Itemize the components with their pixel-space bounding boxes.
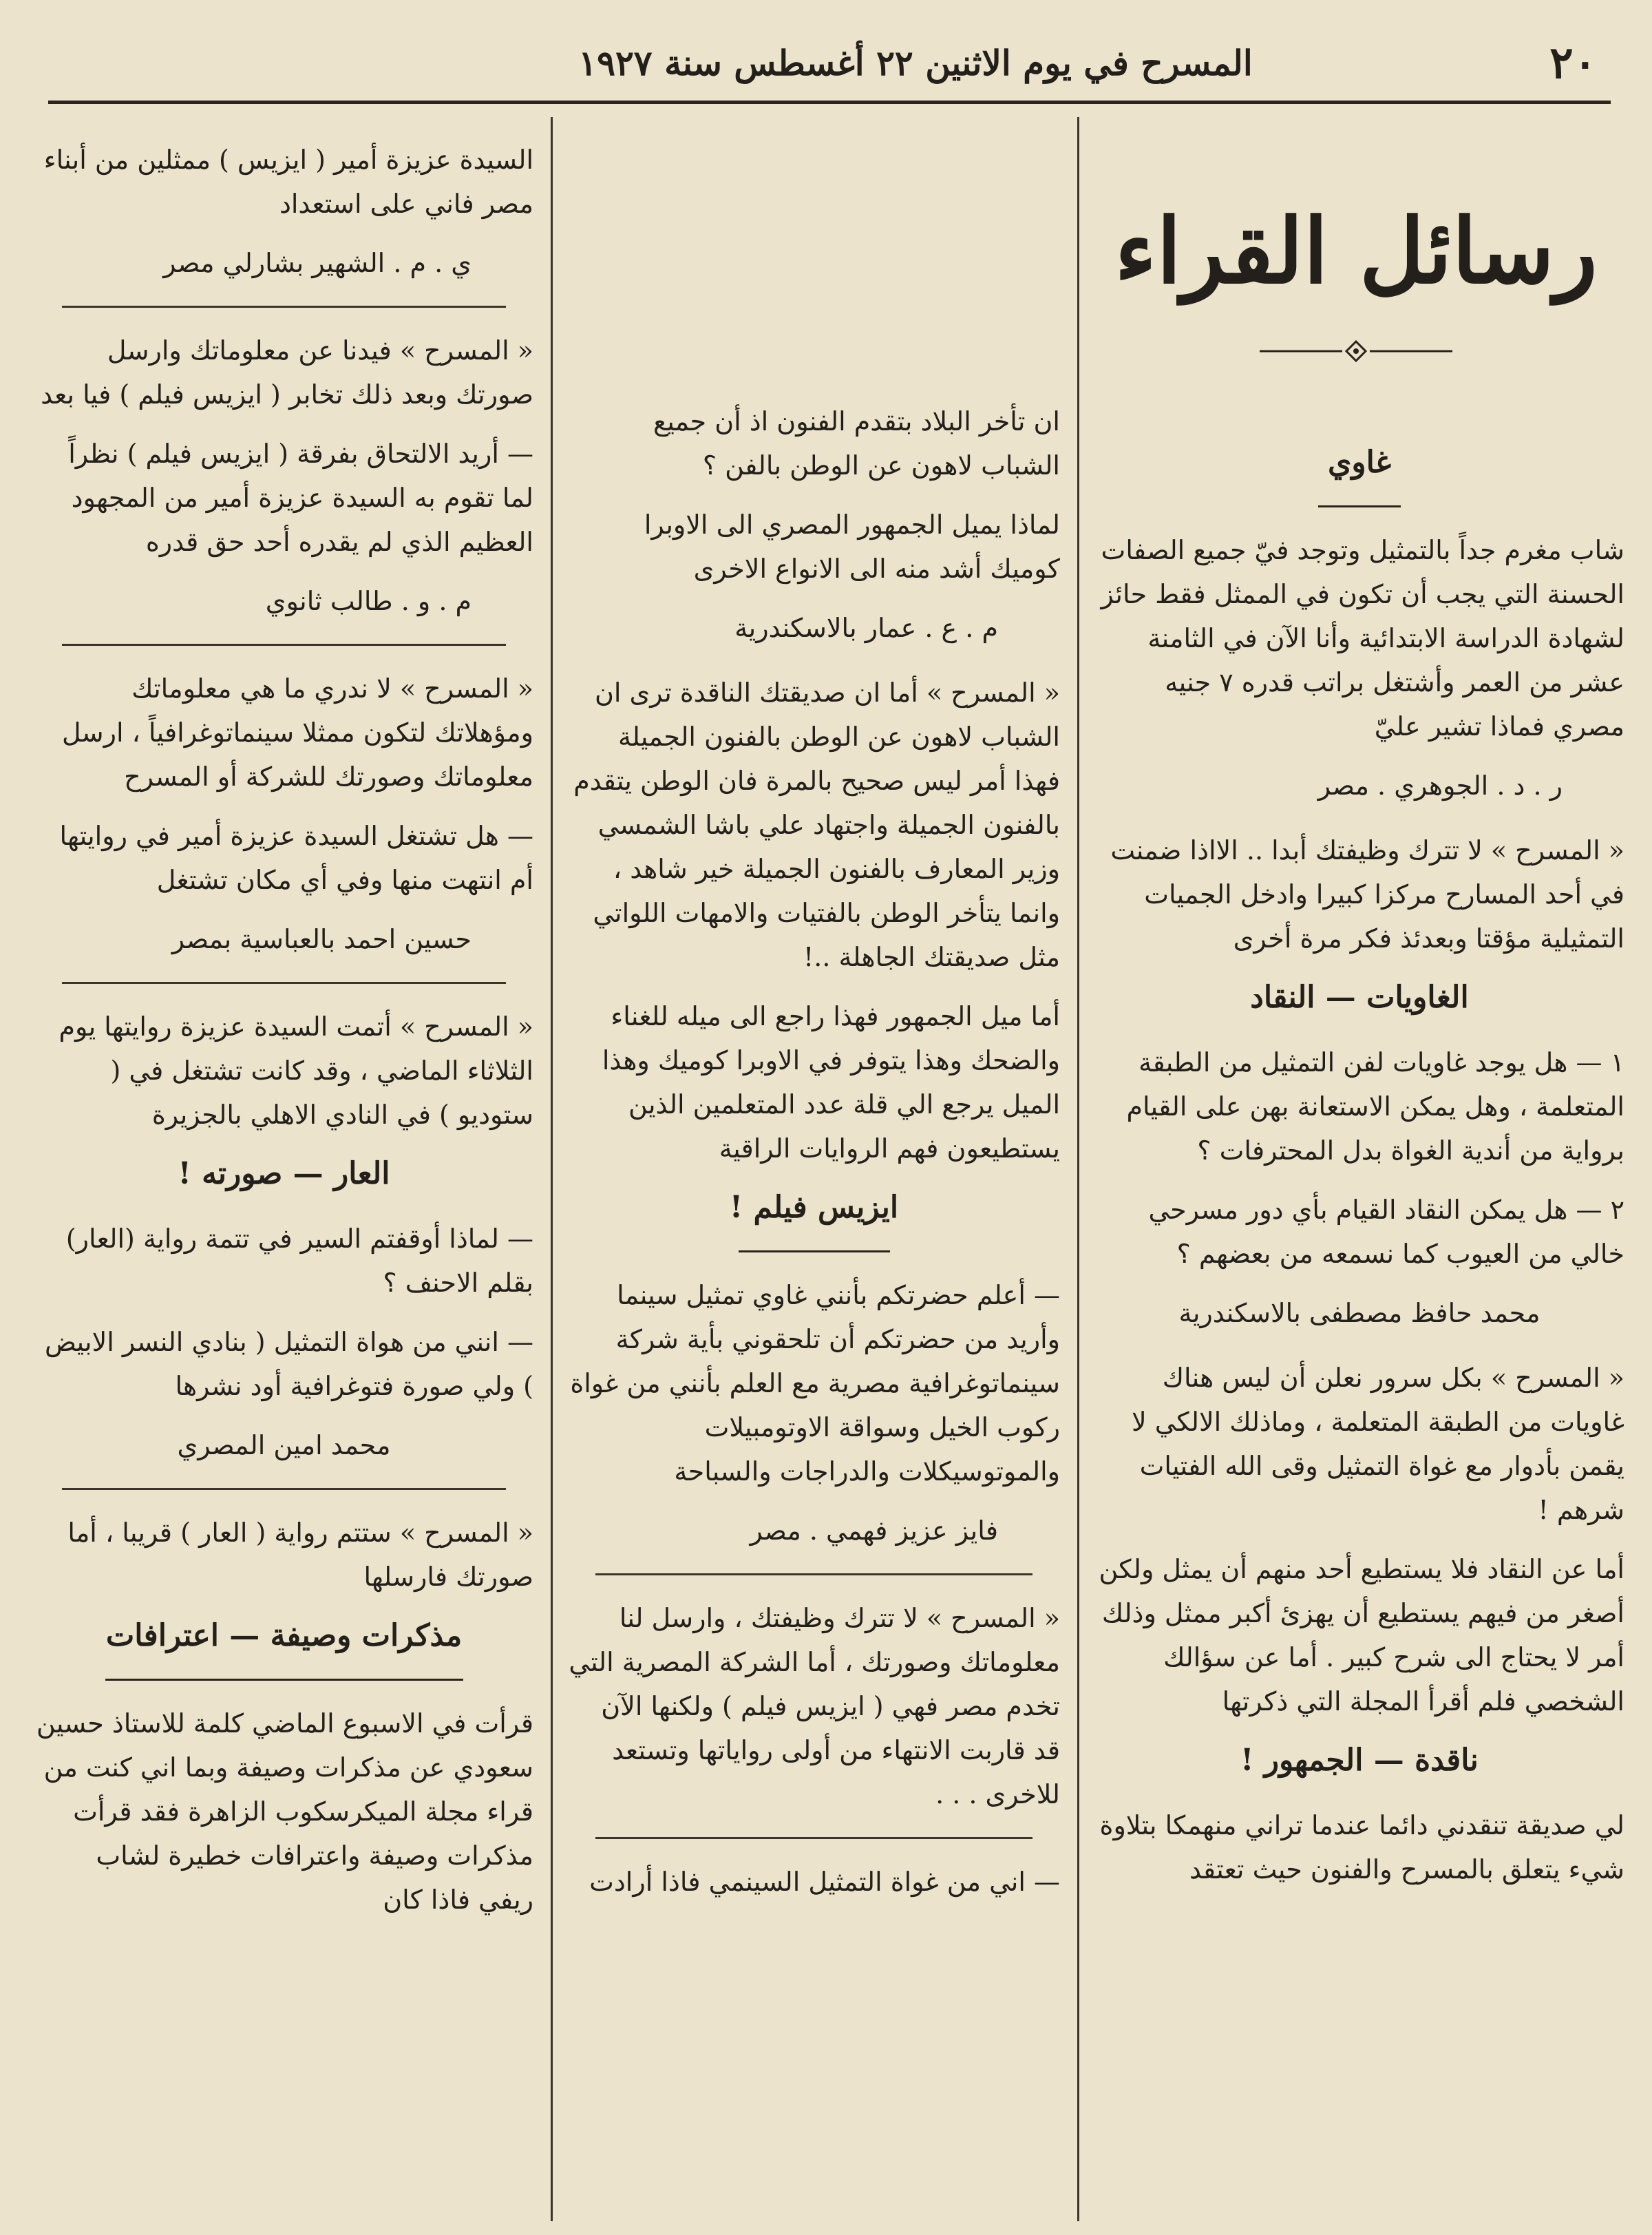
heading-ghawiyat: الغاويات — النقاد [1250,980,1469,1015]
letter-text: لي صديقة تنقدني دائما عندما تراني منهمكا بتلاوة شيء يتعلق بالمسرح والفنون حيث تعتقد [1099,1810,1624,1885]
reply-text: « المسرح » لا تترك وظيفتك ، وارسل لنا معلوماتك وصورتك ، أما الشركة المصرية التي تخدم مصر فهي ( ايزيس فيلم ) ولكنها الآن قد قاربت الانتهاء من أولى رواياتها وتستعد للاخرى . . . [569,1603,1060,1809]
letter-text: — هل تشتغل السيدة عزيزة أمير في روايتها أم انتهت منها وفي أي مكان تشتغل [59,821,533,895]
column-divider-left [551,117,553,2221]
section-separator [62,1488,506,1490]
page-header [48,28,1611,96]
reply-text: « المسرح » أتمت السيدة عزيزة روايتها يوم الثلاثاء الماضي ، وقد كانت تشتغل في ( ستوديو ) في النادي الاهلي بالجزيرة [59,1011,533,1130]
heading-mudhakkarat: مذكرات وصيفة — اعترافات [105,1618,463,1653]
letter-signature: محمد حافظ مصطفى بالاسكندرية [1178,1298,1540,1328]
letter-text: ٢ — هل يمكن النقاد القيام بأي دور مسرحي خالي من العيوب كما نسمعه من بعضهم ؟ [1148,1195,1624,1269]
masthead [1088,193,1624,365]
letter-text: — لماذا أوقفتم السير في تتمة رواية (العار) بقلم الاحنف ؟ [65,1224,533,1298]
letter-text: السيدة عزيزة أمير ( ايزيس ) ممثلين من أبناء مصر فاني على استعداد [43,145,533,219]
reply-text: « المسرح » ستتم رواية ( العار ) قريبا ، أما صورتك فارسلها [67,1518,533,1592]
running-head: المسرح في يوم الاثنين ٢٢ أغسطس سنة ١٩٢٧ [578,43,1253,83]
heading-ar: العار — صورته ! [178,1156,390,1191]
ornament-divider [1253,337,1459,365]
column-right [1094,427,1624,1907]
letter-text: — انني من هواة التمثيل ( بنادي النسر الابيض ) ولي صورة فتوغرافية أود نشرها [44,1327,533,1401]
letter-signature: ر . د . الجوهري . مصر [1317,770,1563,801]
section-separator [595,1837,1032,1839]
column-left [34,138,533,1937]
letter-signature: م . و . طالب ثانوي [265,586,472,616]
reply-text: أما ميل الجمهور فهذا راجع الى ميله للغناء والضحك وهذا يتوفر في الاوبرا كوميك وهذا الميل يرجع الي قلة عدد المتعلمين الذين يستطيعون فهم الروايات الراقية [602,1001,1060,1164]
masthead-title: رسائل القراء [1114,198,1598,304]
heading-underline [739,1250,890,1252]
reply-text: « المسرح » لا تترك وظيفتك أبدا .. الااذا ضمنت في أحد المسارح مركزا كبيرا وادخل الجميات التمثيلية مؤقتا وبعدئذ فكر مرة أخرى [1110,835,1624,954]
heading-underline [105,1679,463,1681]
letter-text: شاب مغرم جداً بالتمثيل وتوجد فيّ جميع الصفات الحسنة التي يجب أن تكون في الممثل فقط حائز لشهادة الدراسة الابتدائية وأنا الآن في الثامنة عشر من العمر وأشتغل براتب قدره ٧ جنيه مصري فماذا تشير عليّ [1101,535,1624,742]
letter-text: لماذا يميل الجمهور المصري الى الاوبرا كوميك أشد منه الى الانواع الاخرى [644,510,1060,584]
column-divider-right [1077,117,1079,2221]
heading-underline [1318,505,1401,507]
reply-text: « المسرح » بكل سرور نعلن أن ليس هناك غاويات من الطبقة المتعلمة ، وماذلك الالكي لا يقمن بأدوار مع غواة التمثيل وقى الله الفتيات شرهم ! [1132,1363,1624,1525]
reply-text: « المسرح » أما ان صديقتك الناقدة ترى ان الشباب لاهون عن الوطن بالفنون الجميلة فهذا أمر ليس صحيح بالمرة فان الوطن يتقدم بالفنون الجميلة واجتهاد علي باشا الشمسي وزير المعارف بالفنون الجميلة خير شاهد ، وانما يتأخر الوطن بالفتيات والامهات اللواتي مثل صديقتك الجاهلة ..! [573,678,1060,972]
letter-signature: محمد امين المصري [177,1430,391,1460]
section-separator [595,1573,1032,1575]
heading-isis: ايزيس فيلم ! [729,1190,899,1225]
letter-signature: م . ع . عمار بالاسكندرية [734,613,998,643]
section-separator [62,644,506,646]
letter-text: ان تأخر البلاد بتقدم الفنون اذ أن جميع الشباب لاهون عن الوطن بالفن ؟ [653,406,1060,481]
letter-text: قرأت في الاسبوع الماضي كلمة للاستاذ حسين سعودي عن مذكرات وصيفة وبما اني كنت من قراء مجلة الميكرسكوب الزاهرة فقد قرأت مذكرات وصيفة واعترافات خطيرة لشاب ريفي فاذا كان [36,1708,533,1915]
heading-naqida: ناقدة — الجمهور ! [1240,1743,1479,1778]
reply-text: « المسرح » فيدنا عن معلوماتك وارسل صورتك وبعد ذلك تخابر ( ايزيس فيلم ) فيا بعد [41,335,533,410]
letter-signature: فايز عزيز فهمي . مصر [750,1515,998,1546]
column-middle [568,399,1060,1919]
reply-text: أما عن النقاد فلا يستطيع أحد منهم أن يمثل ولكن أصغر من فيهم يستطيع أن يهزئ أكبر ممثل وذلك أمر لا يحتاج الى شرح كبير . أما عن سؤالك الشخصي فلم أقرأ المجلة التي ذكرتها [1099,1554,1624,1717]
heading-ghawi: غاوي [1327,445,1392,480]
letter-signature: ي . م . الشهير بشارلي مصر [163,248,472,278]
letter-text: — اني من غواة التمثيل السينمي فاذا أرادت [589,1867,1060,1897]
page-number: ٢٠ [1549,37,1597,89]
section-separator [62,982,506,984]
section-separator [62,306,506,308]
letter-signature: حسين احمد بالعباسية بمصر [171,924,472,954]
letter-text: ١ — هل يوجد غاويات لفن التمثيل من الطبقة المتعلمة ، وهل يمكن الاستعانة بهن على القيام برواية من أندية الغواة بدل المحترفات ؟ [1126,1047,1624,1166]
reply-text: « المسرح » لا ندري ما هي معلوماتك ومؤهلاتك لتكون ممثلا سينماتوغرافياً ، ارسل معلوماتك وصورتك للشركة أو المسرح [61,673,533,792]
header-rule [48,101,1611,104]
letter-text: — أريد الالتحاق بفرقة ( ايزيس فيلم ) نظراً لما تقوم به السيدة عزيزة أمير من المجهود العظيم الذي لم يقدره أحد حق قدره [68,439,533,557]
letter-text: — أعلم حضرتكم بأنني غاوي تمثيل سينما وأريد من حضرتكم أن تلحقوني بأية شركة سينماتوغرافية مصرية مع العلم بأنني من غواة ركوب الخيل وسواقة الاوتومبيلات والموتوسيكلات والدراجات والسباحة [570,1280,1060,1487]
